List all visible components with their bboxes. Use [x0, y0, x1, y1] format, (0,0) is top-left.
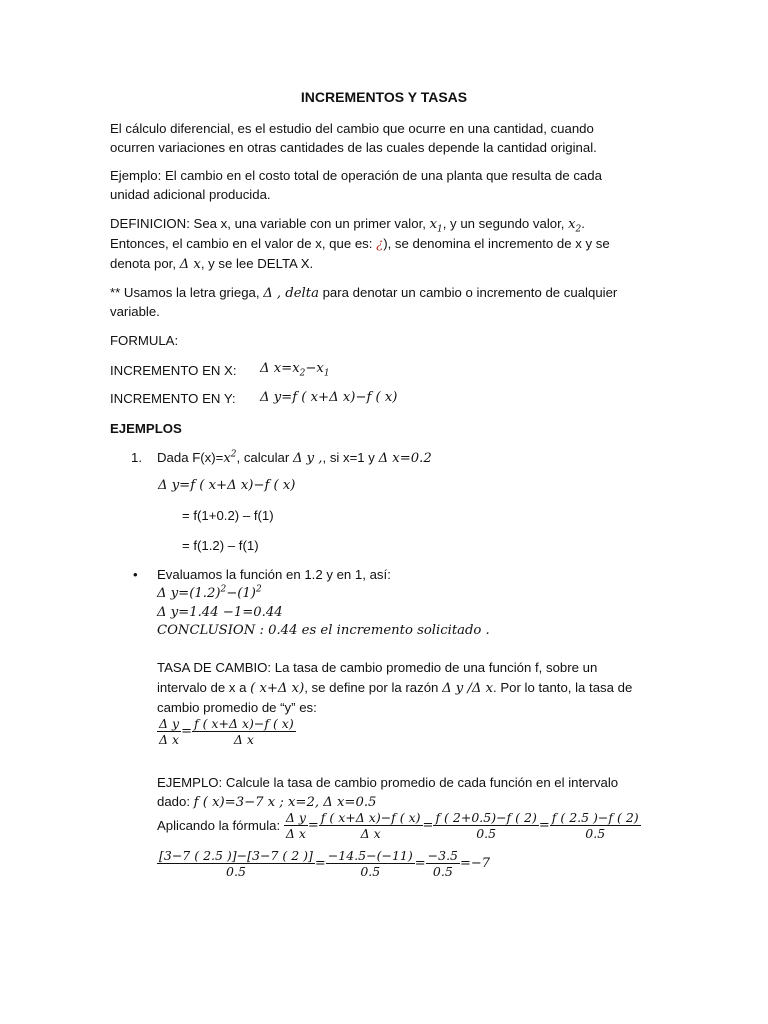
incremento-x-label: INCREMENTO EN X: [110, 363, 237, 378]
bullet-dot: • [133, 567, 138, 582]
definicion-line-1: DEFINICION: Sea x, una variable con un primer valor, $x_1$, y un segundo valor, $x_2$. [110, 216, 585, 235]
ej1-number: 1. [131, 450, 142, 465]
x2-symbol: $x_2$ [568, 217, 582, 235]
incremento-y-label: INCREMENTO EN Y: [110, 391, 236, 406]
page-title: INCREMENTOS Y TASAS [300, 89, 468, 105]
bullet-line-1: Δ $y=(1.2)^2-(1)^2$ [157, 584, 262, 601]
ej1-step-1: = f(1+0.2) – f(1) [182, 508, 274, 523]
bullet-line-2: Δ y=1.44 −1=0.44 [157, 605, 283, 620]
definicion-line-2: Entonces, el cambio en el valor de x, que es: ¿), se denomina el incremento de x y se [110, 236, 610, 252]
bullet-text: Evaluamos la función en 1.2 y en 1, así: [157, 567, 391, 582]
ejemplo-line-1: Ejemplo: El cambio en el costo total de operación de una planta que resulta de cada [110, 168, 602, 183]
delta-symbol: Δ , delta [263, 286, 319, 301]
bullet-line-3: CONCLUSION : 0.44 es el incremento solicitado . [157, 623, 490, 638]
ej1-statement: Dada $F(x)=x^2$, calcular Δ y ,, si x=1 y Δ x=0.2 [157, 449, 432, 466]
ejemplo2-line-2: dado: f ( x)=3−7 x ; x=2, Δ x=0.5 [157, 794, 377, 810]
delta-y-symbol: Δ y , [292, 451, 323, 466]
x1-symbol: $x_1$ [429, 217, 443, 235]
intro-line-1: El cálculo diferencial, es el estudio del cambio que ocurre en una cantidad, cuando [110, 121, 594, 136]
tasa-line-3: cambio promedio de “y” es: [157, 700, 317, 715]
nota-line-1: ** Usamos la letra griega, Δ , delta para denotar un cambio o incremento de cualquier [110, 285, 618, 301]
tasa-fraction: $\frac{\text{Δ y}}{\text{Δ x}}$ = $\frac{\text{f ( x+Δ x)−f ( x)}}{\text{Δ x}}$ [159, 716, 294, 747]
resultado-row: $\frac{[3-7 ( 2.5 )]-[3-7 ( 2 )]}{0.5}$ = $\frac{-14.5-(-11)}{0.5}$ = $\frac{-3.5}{0.5}$ =−7 [159, 848, 491, 879]
intro-line-2: ocurren variaciones en otras cantidades de las cuales depende la cantidad original. [110, 140, 597, 155]
incremento-x-formula: Δ $x=x_2-x_1$ [260, 361, 330, 379]
formula-label: FORMULA: [110, 333, 179, 348]
ej1-dy-formula: Δ y=f ( x+Δ x)−f ( x) [158, 478, 296, 493]
incremento-y-formula: Δ y=f ( x+Δ x)−f ( x) [260, 390, 398, 405]
nota-line-2: variable. [110, 304, 160, 319]
aplicando-row: Aplicando la fórmula: $\frac{\text{Δ y}}{\text{Δ x}}$ = $\frac{\text{f ( x+Δ x)−f ( x)}}{\text{Δ x}}$ = $\frac{f ( 2+0.5)-f ( 2)}{0.5}$ = $\frac{f ( 2.5 )-f ( 2)}{0.5}$ [157, 810, 639, 841]
tasa-line-2: intervalo de x a ( x+Δ x), se define por la razón Δ y /Δ x. Por lo tanto, la tasa de [157, 680, 633, 696]
missing-glyph-symbol: ¿ [376, 237, 384, 252]
definicion-line-3: denota por, Δ x, y se lee DELTA X. [110, 256, 314, 272]
delta-x-symbol: Δ x [179, 257, 201, 272]
ejemplo2-line-1: EJEMPLO: Calcule la tasa de cambio promedio de cada función en el intervalo [157, 775, 619, 790]
ejemplos-heading: EJEMPLOS [110, 421, 182, 436]
ej1-step-2: = f(1.2) – f(1) [182, 538, 259, 553]
ejemplo-line-2: unidad adicional producida. [110, 187, 271, 202]
tasa-line-1: TASA DE CAMBIO: La tasa de cambio promedio de una función f, sobre un [157, 660, 598, 675]
x-squared-symbol: $x^2$ [223, 449, 237, 466]
delta-x-value: Δ x=0.2 [378, 451, 432, 466]
